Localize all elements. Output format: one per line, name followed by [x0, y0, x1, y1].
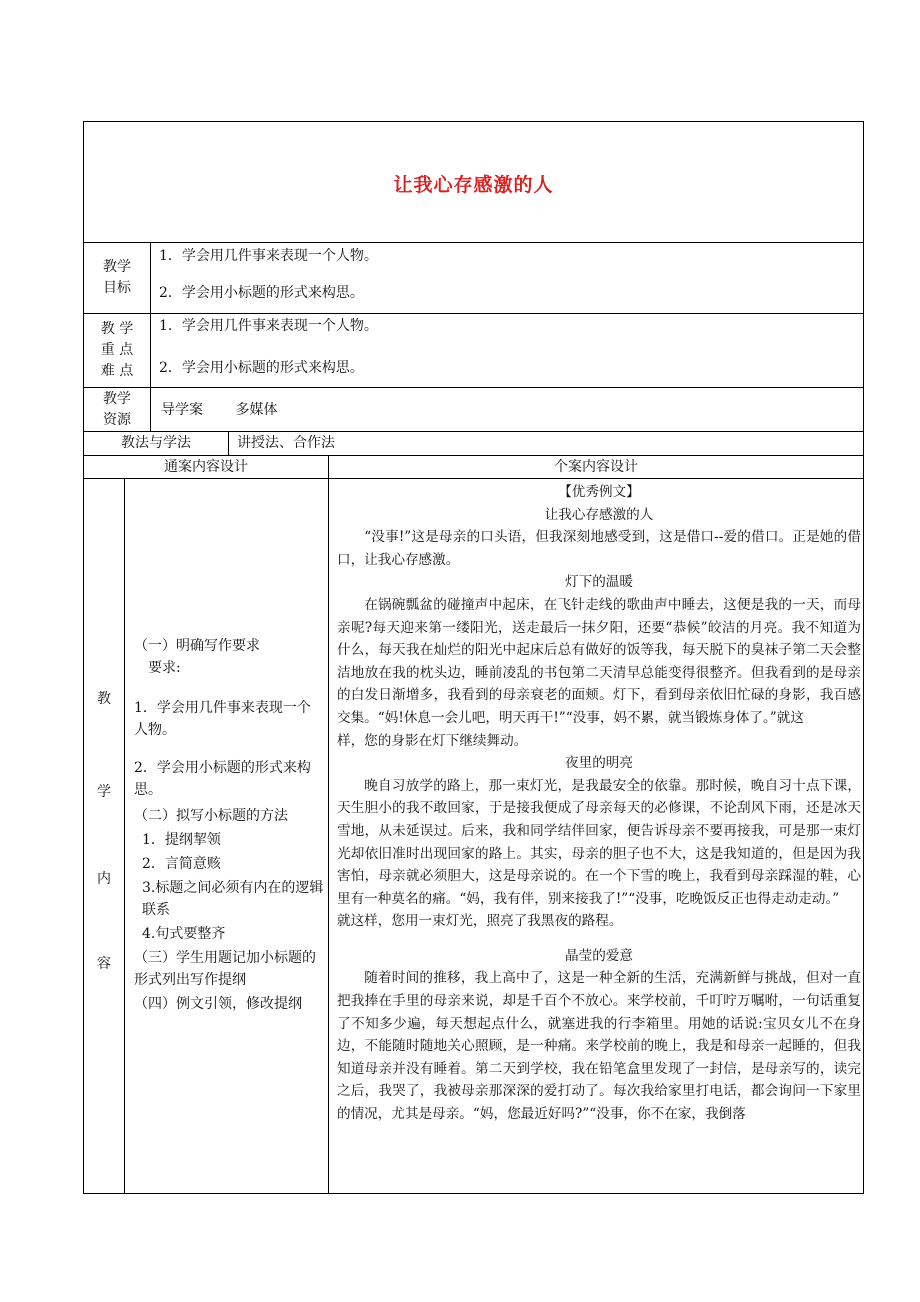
common-line-5: （二）拟写小标题的方法	[134, 808, 288, 824]
methods-content-cell	[228, 431, 864, 455]
side-label-2: 学	[97, 784, 111, 800]
common-line-11: （四）例文引领，修改提纲	[134, 996, 302, 1012]
side-label-cell	[83, 478, 124, 1194]
individual-header: 个案内容设计	[554, 459, 638, 475]
methods-label-cell	[83, 431, 228, 455]
individual-content-cell	[328, 478, 864, 1194]
keypoints-label-2: 重 点	[100, 342, 134, 358]
goals-label-bottom: 目标	[103, 280, 131, 296]
goal-item-1: 1．学会用几件事来表现一个人物。	[159, 248, 378, 264]
keypoints-label-3: 难 点	[100, 363, 134, 379]
common-content-cell	[124, 478, 328, 1194]
goals-content-cell	[150, 242, 864, 313]
section-1-title: 灯下的温暖	[565, 574, 633, 591]
common-line-9: 4.句式要整齐	[142, 926, 226, 942]
essay-tag: 【优秀例文】	[558, 484, 640, 500]
individual-header-cell	[328, 455, 864, 478]
common-header: 通案内容设计	[164, 459, 248, 475]
common-line-6: 1．提纲挈领	[142, 832, 221, 848]
common-line-8: 3.标题之间必须有内在的逻辑联系	[142, 880, 324, 918]
section-2-paragraph-2: 就这样，您用一束灯光，照亮了我黑夜的路程。	[337, 913, 623, 930]
side-label-1: 教	[97, 691, 111, 707]
keypoints-content-cell	[150, 313, 864, 387]
resources-label-cell	[83, 387, 150, 431]
title-cell	[83, 121, 864, 242]
resources-value: 导学案 多媒体	[161, 402, 278, 418]
keypoint-item-2: 2．学会用小标题的形式来构思。	[159, 360, 364, 376]
resources-label-bottom: 资源	[103, 412, 131, 428]
goals-label-top: 教学	[103, 259, 131, 275]
resources-content-cell	[150, 387, 864, 431]
methods-label: 教法与学法	[121, 435, 191, 451]
essay-intro: “没事!”这是母亲的口头语，但我深刻地感受到，这是借口--爱的借口。正是她的借口，让我心存感激。	[337, 529, 861, 568]
side-label-4: 容	[97, 956, 111, 972]
section-1-paragraph-2: 样，您的身影在灯下继续舞动。	[337, 732, 528, 749]
section-3-title: 晶莹的爱意	[565, 947, 633, 964]
section-3-paragraph-1: 随着时间的推移，我上高中了，这是一种全新的生活，充满新鲜与挑战，但对一直把我捧在手里的母亲来说，却是千百个不放心。来学校前，千叮咛万嘱咐，一句话重复了不知多少遍，每天想起点什么，就塞进我的行李箱里。用她的话说:宝贝女儿不在身边，不能随时随地关心照顾，是一种痛。来学校前的晚上，我是和母亲一起睡的，但我知道母亲并没有睡着。第二天到学校，我在铅笔盒里发现了一封信，是母亲写的，读完之后，我哭了，我被母亲那深深的爱打动了。每次我给家里打电话，都会询问一下家里的情况，尤其是母亲。“妈，您最近好吗?”“没事，你不在家，我倒落	[337, 970, 861, 1123]
goals-label-cell	[83, 242, 150, 313]
resources-label-top: 教学	[103, 391, 131, 407]
common-line-10: （三）学生用题记加小标题的形式列出写作提纲	[134, 950, 316, 988]
common-line-2: 要求:	[148, 660, 181, 676]
keypoints-label-1: 教 学	[100, 321, 134, 337]
section-2-title: 夜里的明亮	[565, 755, 633, 772]
common-line-3: 1．学会用几件事来表现一个人物。	[134, 700, 311, 738]
lesson-plan-table	[83, 121, 864, 1194]
section-2-paragraph-1: 晚自习放学的路上，那一束灯光，是我最安全的依靠。那时候，晚自习十点下课，天生胆小的我不敢回家，于是接我便成了母亲每天的必修课，不论刮风下雨，还是冰天雪地，从未延误过。后来，我和同学结伴回家，便告诉母亲不要再接我，可是那一束灯光却依旧准时出现回家的路上。其实，母亲的胆子也不大，这是我知道的，但是因为我害怕，母亲就必须胆大，这是母亲说的。在一个下雪的晚上，我看到母亲踩湿的鞋，心里有一种莫名的痛。“妈，我有伴，别来接我了!”“没事，吃晚饭反正也得走动走动。”	[337, 777, 861, 907]
essay-title: 让我心存感激的人	[544, 506, 654, 523]
methods-value: 讲授法、合作法	[237, 435, 335, 451]
common-line-4: 2．学会用小标题的形式来构思。	[134, 760, 311, 798]
section-1-paragraph-1: 在锅碗瓢盆的碰撞声中起床，在飞针走线的歌曲声中睡去，这便是我的一天，而母亲呢?每天迎来第一缕阳光，送走最后一抹夕阳，还要“恭候”皎洁的月亮。我不知道为什么，每天我在灿烂的阳光中起床后总有做好的饭等我，每天脱下的臭袜子第二天会整洁地放在我的枕头边，睡前凌乱的书包第二天清早总能变得很整齐。但我看到的是母亲的白发日渐增多，我看到的母亲衰老的面颊。灯下，看到母亲依旧忙碌的身影，我百感交集。“妈!休息一会儿吧，明天再干!”“没事，妈不累，就当锻炼身体了。”就这	[337, 596, 861, 726]
keypoint-item-1: 1．学会用几件事来表现一个人物。	[159, 318, 378, 334]
common-line-1: （一）明确写作要求	[134, 638, 260, 654]
keypoints-label-cell	[83, 313, 150, 387]
common-header-cell	[83, 455, 328, 478]
side-label-3: 内	[97, 871, 111, 887]
common-line-7: 2．言简意赅	[142, 856, 221, 872]
goal-item-2: 2．学会用小标题的形式来构思。	[159, 285, 364, 301]
page-title: 让我心存感激的人	[393, 174, 554, 196]
